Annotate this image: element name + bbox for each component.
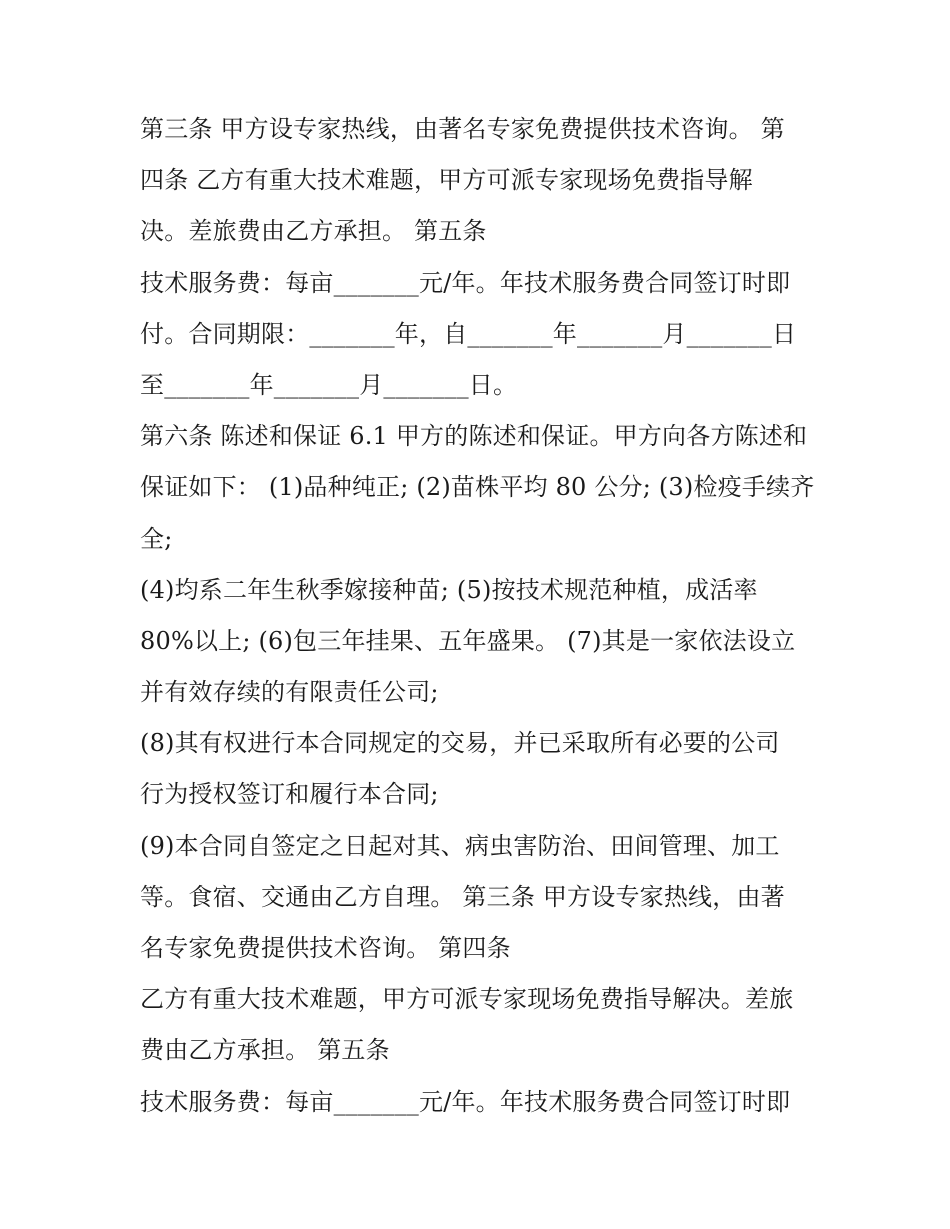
text-line: (8)其有权进行本合同规定的交易，并已采取所有必要的公司 — [140, 729, 780, 758]
text-line: 80%以上; (6)包三年挂果、五年盛果。 (7)其是一家依法设立 — [140, 626, 796, 655]
text-line: 技术服务费：每亩_______元/年。年技术服务费合同签订时即 — [140, 268, 791, 297]
text-line: 等。食宿、交通由乙方自理。 第三条 甲方设专家热线，由著 — [140, 882, 785, 911]
text-line: 并有效存续的有限责任公司; — [140, 678, 439, 707]
text-line: 决。差旅费由乙方承担。 第五条 — [140, 217, 487, 246]
text-line: 名专家免费提供技术咨询。 第四条 — [140, 934, 511, 962]
text-line: 第三条 甲方设专家热线，由著名专家免费提供技术咨询。 第 — [140, 115, 785, 143]
text-line: 四条 乙方有重大技术难题，甲方可派专家现场免费指导解 — [140, 166, 753, 195]
text-line: 全; — [140, 524, 173, 553]
text-line: 付。合同期限：_______年，自_______年_______月_______日 — [140, 319, 797, 348]
text-line: 费由乙方承担。 第五条 — [140, 1036, 390, 1065]
text-line: 技术服务费：每亩_______元/年。年技术服务费合同签订时即 — [140, 1087, 791, 1116]
text-line: 乙方有重大技术难题，甲方可派专家现场免费指导解决。差旅 — [140, 985, 794, 1014]
text-line: 保证如下： (1)品种纯正; (2)苗株平均 80 公分; (3)检疫手续齐 — [140, 473, 815, 502]
contract-text — [140, 104, 820, 1128]
text-line: (4)均系二年生秋季嫁接种苗; (5)按技术规范种植，成活率 — [140, 575, 758, 604]
text-line: 至_______年_______月_______日。 — [140, 370, 518, 399]
text-line: (9)本合同自签定之日起对其、病虫害防治、田间管理、加工 — [140, 831, 780, 860]
text-line: 第六条 陈述和保证 6.1 甲方的陈述和保证。甲方向各方陈述和 — [140, 422, 808, 451]
text-line: 行为授权签订和履行本合同; — [140, 780, 439, 809]
